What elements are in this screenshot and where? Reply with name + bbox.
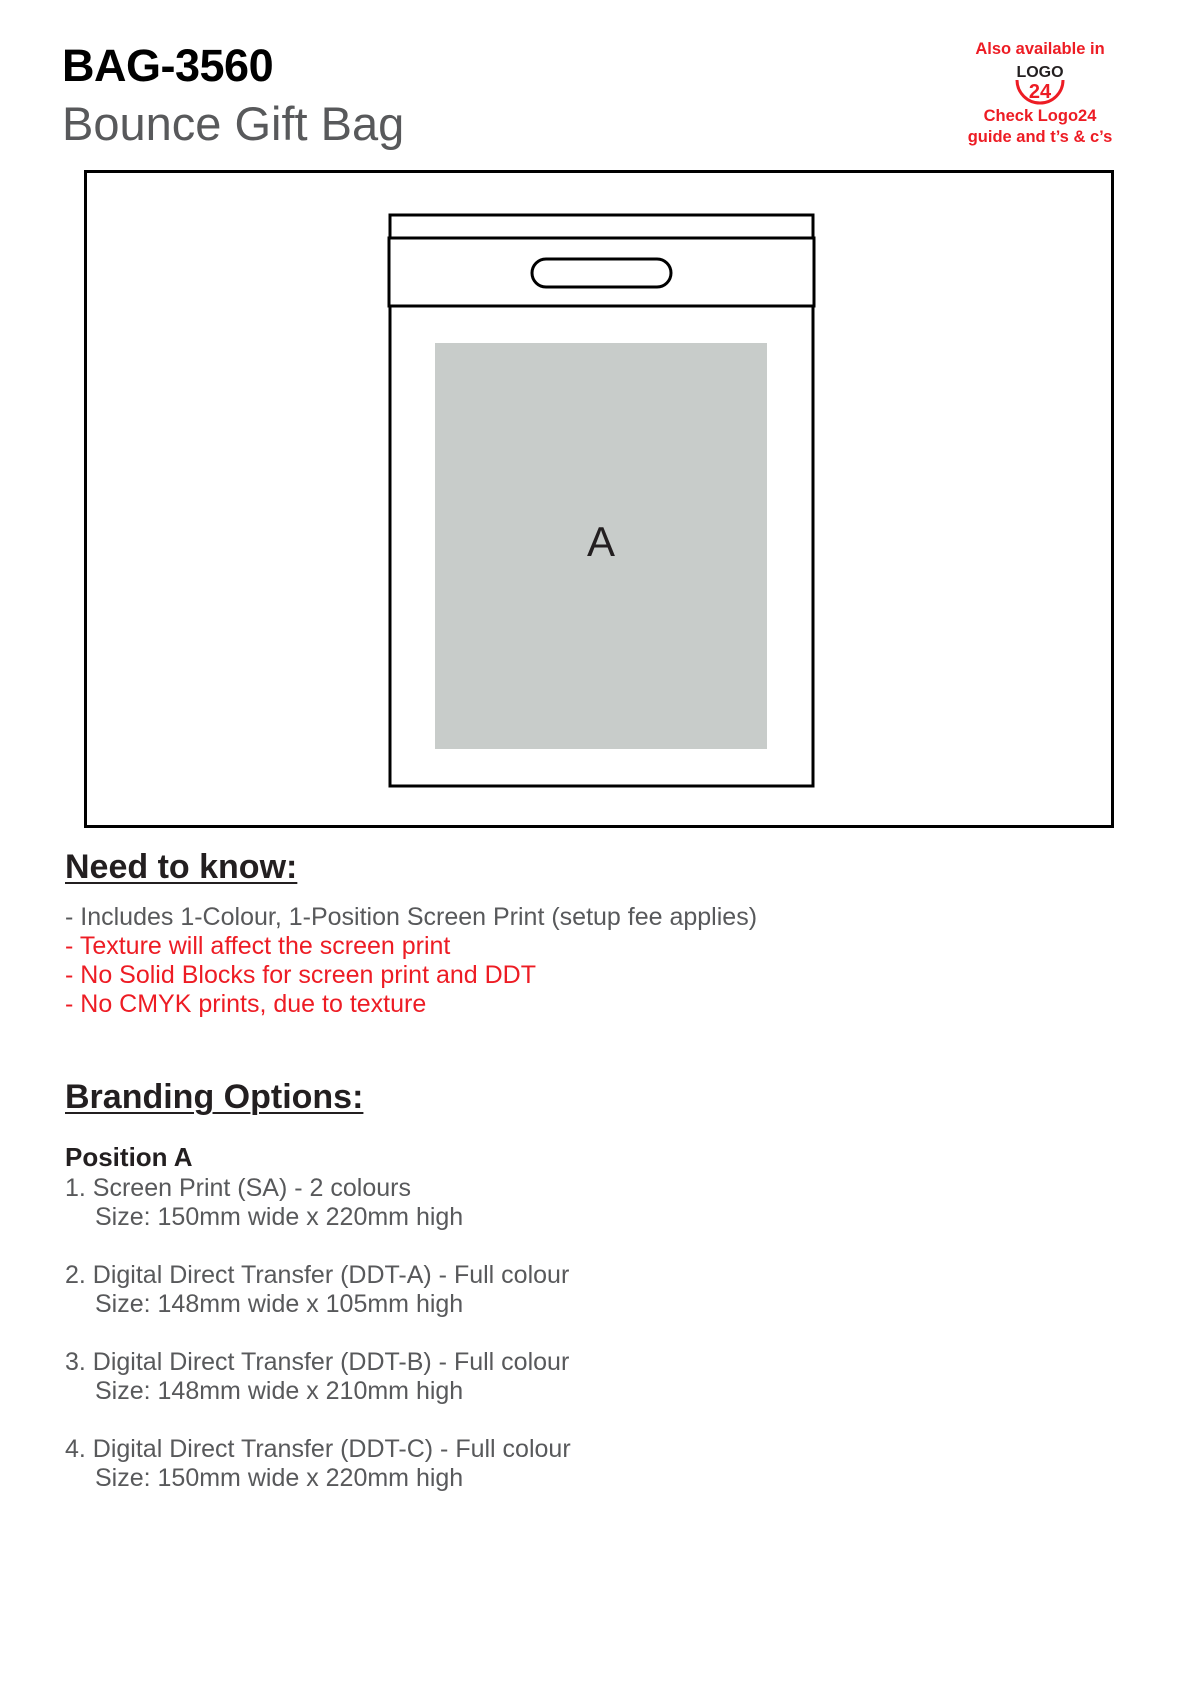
need-to-know-item: - Texture will affect the screen print — [65, 932, 451, 960]
need-to-know-item: - Includes 1-Colour, 1-Position Screen Print (setup fee applies) — [65, 903, 758, 931]
branding-options-heading: Branding Options: — [65, 1078, 364, 1116]
branding-option-size: Size: 150mm wide x 220mm high — [95, 1203, 464, 1231]
position-a-heading: Position A — [65, 1142, 193, 1172]
branding-option-label: 3. Digital Direct Transfer (DDT-B) - Full colour — [65, 1348, 570, 1376]
branding-option-size: Size: 148mm wide x 105mm high — [95, 1290, 464, 1318]
print-area-label: A — [586, 518, 616, 565]
need-to-know-item: - No Solid Blocks for screen print and DDT — [65, 961, 537, 989]
bag-handle-slot — [532, 259, 671, 287]
need-to-know-heading: Need to know: — [65, 848, 298, 886]
bag-diagram — [87, 173, 1111, 825]
also-available-text: Also available in — [975, 40, 1105, 58]
logo24-notice — [950, 38, 1130, 148]
logo24-icon — [1005, 60, 1075, 106]
logo24-guide-line2: guide and t’s & c’s — [967, 128, 1113, 146]
branding-option-size: Size: 148mm wide x 210mm high — [95, 1377, 464, 1405]
branding-option-size: Size: 150mm wide x 220mm high — [95, 1464, 464, 1492]
product-code: BAG-3560 — [62, 40, 274, 91]
branding-option — [65, 1348, 569, 1406]
product-name: Bounce Gift Bag — [62, 97, 405, 150]
logo24-word: LOGO — [1016, 64, 1064, 81]
branding-option-label: 4. Digital Direct Transfer (DDT-C) - Full colour — [65, 1435, 571, 1463]
branding-option — [65, 1435, 571, 1493]
need-to-know-item: - No CMYK prints, due to texture — [65, 990, 427, 1018]
logo24-number: 24 — [1028, 81, 1052, 103]
branding-option-label: 2. Digital Direct Transfer (DDT-A) - Full colour — [65, 1261, 570, 1289]
logo24-guide-line1: Check Logo24 — [983, 107, 1097, 125]
product-diagram-frame — [84, 170, 1114, 828]
branding-option-label: 1. Screen Print (SA) - 2 colours — [65, 1174, 411, 1202]
branding-option — [65, 1174, 463, 1232]
branding-option — [65, 1261, 569, 1319]
